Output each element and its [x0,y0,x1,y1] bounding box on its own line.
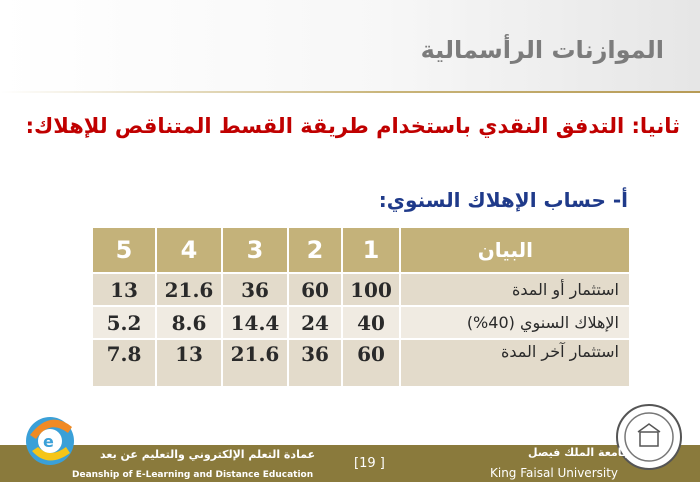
page-number: [19 ] [354,456,385,471]
footer-university-english: King Faisal University [490,466,619,480]
slide-title: الموازنات الرأسمالية [420,36,664,64]
row-label: استثمار آخر المدة [400,339,630,387]
header-cell-year-2: 2 [288,228,342,273]
table-cell: 36 [288,339,342,387]
footer-deanship-arabic: عمادة التعلم الإلكتروني والتعليم عن بعد [100,448,316,461]
table-row [92,273,630,306]
table-cell: 21.6 [222,339,288,387]
e-learning-logo-icon [22,405,78,471]
table-cell: 40 [342,306,400,339]
section-heading: أ- حساب الإهلاك السنوي: [378,188,628,212]
table-header-row [92,228,630,273]
svg-text:e: e [43,432,54,451]
header-cell-year-4: 4 [156,228,222,273]
table-row [92,306,630,339]
table-cell: 8.6 [156,306,222,339]
table-cell: 36 [222,273,288,306]
row-label: الإهلاك السنوي (40%) [400,306,630,339]
table-cell: 13 [92,273,156,306]
slide-subtitle: ثانيا: التدفق النقدي باستخدام طريقة القسط المتناقص للإهلاك: [25,114,680,138]
table-cell: 60 [288,273,342,306]
table-row [92,339,630,387]
table-cell: 14.4 [222,306,288,339]
table-cell: 13 [156,339,222,387]
footer-deanship-english: Deanship of E-Learning and Distance Education [72,470,314,480]
table-cell: 5.2 [92,306,156,339]
table-cell: 21.6 [156,273,222,306]
header-divider [0,91,700,93]
table-cell: 24 [288,306,342,339]
table-cell: 7.8 [92,339,156,387]
depreciation-table [91,228,631,388]
header-cell-year-5: 5 [92,228,156,273]
header-cell-year-3: 3 [222,228,288,273]
row-label: استثمار أو المدة [400,273,630,306]
header-cell-label: البيان [400,228,630,273]
footer-university-arabic: جامعة الملك فيصل [528,446,630,459]
header-cell-year-1: 1 [342,228,400,273]
table-cell: 100 [342,273,400,306]
table-cell: 60 [342,339,400,387]
university-seal-icon [614,402,684,472]
